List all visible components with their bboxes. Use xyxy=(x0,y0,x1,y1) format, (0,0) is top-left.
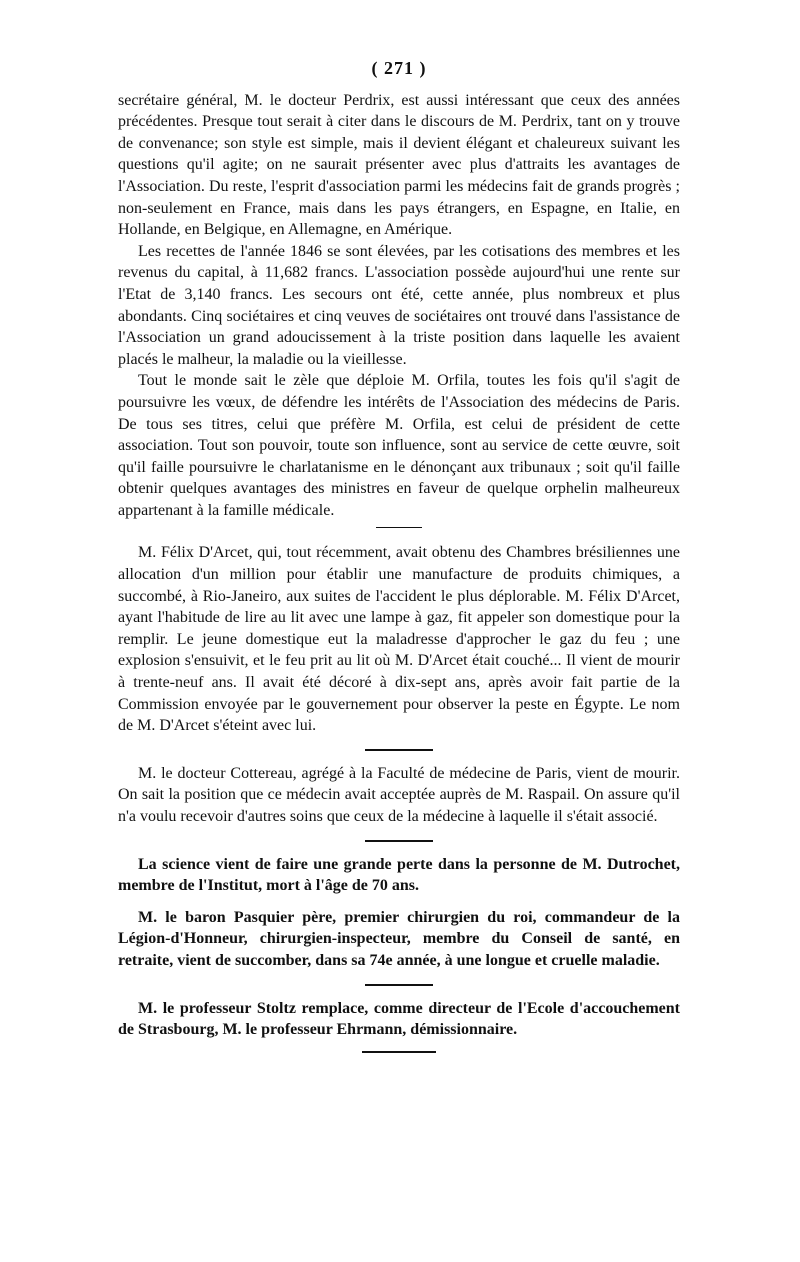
paragraph-pasquier: M. le baron Pasquier père, premier chirurgien du roi, commandeur de la Légion-d'Honneur, chirurgien-inspecteur, membre du Conseil de santé, en retraite, vient de succomber, dans sa 74e année, à une longue et cruelle maladie. xyxy=(118,908,680,969)
paragraph-dutrochet: La science vient de faire une grande perte dans la personne de M. Dutrochet, membre de l'Institut, mort à l'âge de 70 ans. xyxy=(118,855,680,895)
page-number: ( 271 ) xyxy=(371,58,427,78)
section-divider xyxy=(365,749,433,751)
section-divider xyxy=(376,527,422,528)
section-divider xyxy=(365,840,433,842)
section-divider xyxy=(365,984,433,986)
document-page xyxy=(118,58,680,1067)
end-divider xyxy=(362,1051,436,1053)
paragraph-perdrix-discourse: secrétaire général, M. le docteur Perdrix, est aussi intéressant que ceux des années précédentes. Presque tout serait à citer dans le discours de M. Perdrix, tant on y trouve de convenance; son style est simple, mais il devient élégant et chaleureux suivant les questions qu'il agite; on ne saurait présenter avec plus d'attraits les avantages de l'Association. Du reste, l'esprit d'association parmi les médecins fait de grands progrès ; non-seulement en France, mais dans les pays étrangers, en Espagne, en Italie, en Hollande, en Belgique, en Allemagne, en Amérique. xyxy=(118,91,680,239)
paragraph-stoltz: M. le professeur Stoltz remplace, comme directeur de l'Ecole d'accouchement de Strasbourg, M. le professeur Ehrmann, démissionnaire. xyxy=(118,999,680,1039)
paragraph-cottereau: M. le docteur Cottereau, agrégé à la Faculté de médecine de Paris, vient de mourir. On sait la position que ce médecin avait acceptée auprès de M. Raspail. On assure qu'il n'a voulu recevoir d'autres soins que ceux de la médecine à laquelle il s'était associé. xyxy=(118,764,680,825)
paragraph-receipts-1846: Les recettes de l'année 1846 se sont élevées, par les cotisations des membres et les revenus du capital, à 11,682 francs. L'association possède aujourd'hui une rente sur l'Etat de 3,140 francs. Les secours ont été, cette année, plus nombreux et plus abondants. Cinq sociétaires et cinq veuves de sociétaires ont trouvé dans l'assistance de l'Association un grand adoucissement à la triste position dans laquelle les avaient placés le malheur, la maladie ou la vieillesse. xyxy=(118,242,680,368)
paragraph-felix-darcet: M. Félix D'Arcet, qui, tout récemment, avait obtenu des Chambres brésiliennes une allocation d'un million pour établir une manufacture de produits chimiques, a succombé, à Rio-Janeiro, aux suites de l'accident le plus déplorable. M. Félix D'Arcet, ayant l'habitude de lire au lit avec une lampe à gaz, fit appeler son domestique pour la remplir. Le jeune domestique eut la maladresse d'approcher le gaz du feu ; une explosion s'ensuivit, et le feu prit au lit où M. D'Arcet était couché... Il vient de mourir à trente-neuf ans. Il avait été décoré à dix-sept ans, après avoir fait partie de la Commission envoyée par le gouvernement pour observer la peste en Égypte. Le nom de M. D'Arcet s'éteint avec lui. xyxy=(118,544,680,735)
paragraph-orfila: Tout le monde sait le zèle que déploie M. Orfila, toutes les fois qu'il s'agit de poursuivre les vœux, de défendre les intérêts de l'Association des médecins de Paris. De tous ses titres, celui que préfère M. Orfila, est celui de président de cette association. Tout son pouvoir, toute son influence, sont au service de cette œuvre, soit qu'il faille poursuivre le charlatanisme en le dénonçant aux tribunaux ; soit qu'il faille obtenir quelques avantages des ministres en faveur de quelque orphelin malheureux appartenant à la famille médicale. xyxy=(118,372,680,519)
